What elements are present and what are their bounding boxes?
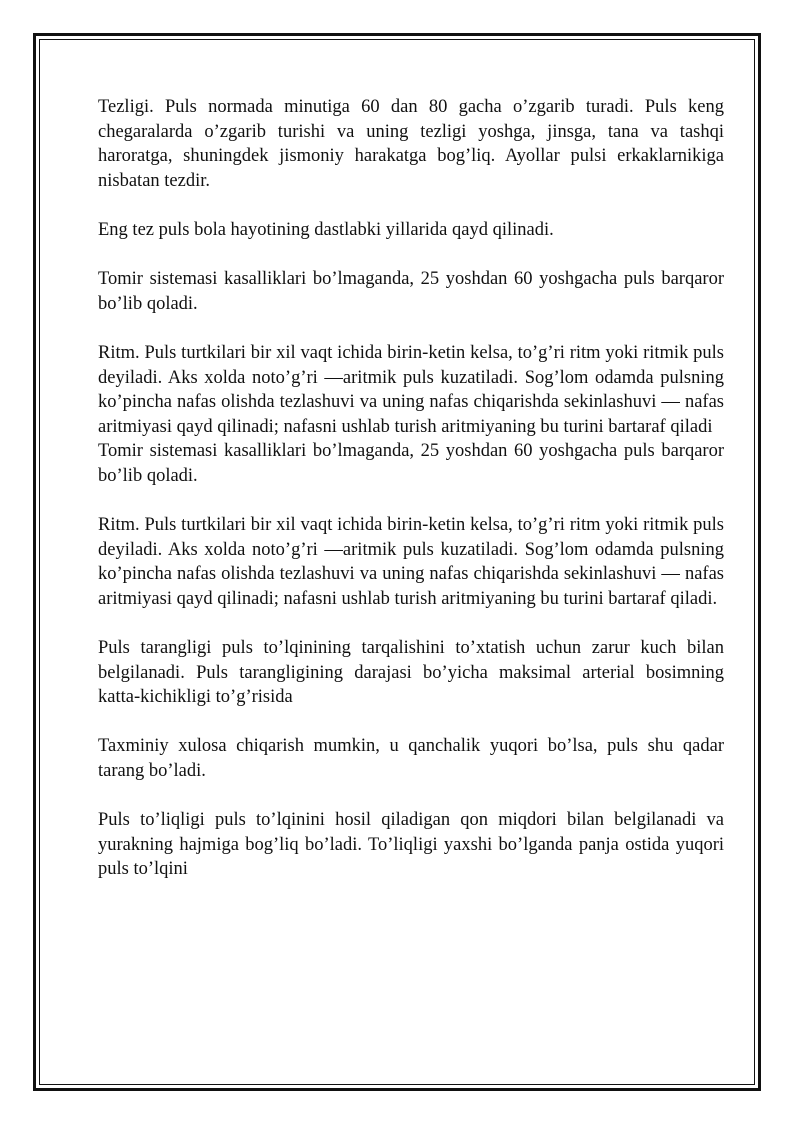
document-body <box>98 95 724 882</box>
paragraph-pulse-tension: Puls tarangligi puls to’lqinining tarqalishini to’xtatish uchun zarur kuch bilan belgilanadi. Puls tarangligining darajasi bo’yicha maksimal arterial bosimning katta-kichikligi to’g’risida <box>98 638 724 708</box>
paragraph-fastest-pulse: Eng tez puls bola hayotining dastlabki yillarida qayd qilinadi. <box>98 219 554 240</box>
paragraph-conclusion: Taxminiy xulosa chiqarish mumkin, u qanchalik yuqori bo’lsa, puls shu qadar tarang bo’ladi. <box>98 736 724 782</box>
paragraph-stable-pulse: Tomir sistemasi kasalliklari bo’lmaganda, 25 yoshdan 60 yoshgacha puls barqaror bo’lib qoladi. <box>98 269 724 314</box>
paragraph-pulse-rate: Tezligi. Puls normada minutiga 60 dan 80 gacha o’zgarib turadi. Puls keng chegaralarda o’zgarib turishi va uning tezligi yoshga, jinsga, tana va tashqi haroratga, shuningdek jismoniy harakatga bog’liq. Ayollar pulsi erkaklarnikiga nisbatan tezdir. <box>98 97 724 191</box>
paragraph-rhythm: Ritm. Puls turtkilari bir xil vaqt ichida birin-ketin kelsa, to’g’ri ritm yoki ritmik puls deyiladi. Aks xolda noto’g’ri —aritmik puls kuzatiladi. Sog’lom odamda pulsning ko’pincha nafas olishda tezlashuvi va uning nafas chiqarishda sekinlashuvi — nafas aritmiyasi qayd qilinadi; nafasni ushlab turish aritmiyaning bu turini bartaraf qiladi <box>98 342 724 437</box>
paragraph-rhythm-repeat: Ritm. Puls turtkilari bir xil vaqt ichida birin-ketin kelsa, to’g’ri ritm yoki ritmik puls deyiladi. Aks xolda noto’g’ri —aritmik puls kuzatiladi. Sog’lom odamda pulsning ko’pincha nafas olishda tezlashuvi va uning nafas chiqarishda sekinlashuvi — nafas aritmiyasi qayd qilinadi; nafasni ushlab turish aritmiyaning bu turini bartaraf qiladi. <box>98 515 724 609</box>
paragraph-pulse-fullness: Puls to’liqligi puls to’lqinini hosil qiladigan qon miqdori bilan belgilanadi va yurakning hajmiga bog’liq bo’ladi. To’liqligi yaxshi bo’lganda panja ostida yuqori puls to’lqini <box>98 810 724 880</box>
paragraph-stable-pulse-repeat: Tomir sistemasi kasalliklari bo’lmaganda, 25 yoshdan 60 yoshgacha puls barqaror bo’lib qoladi. <box>98 441 724 486</box>
